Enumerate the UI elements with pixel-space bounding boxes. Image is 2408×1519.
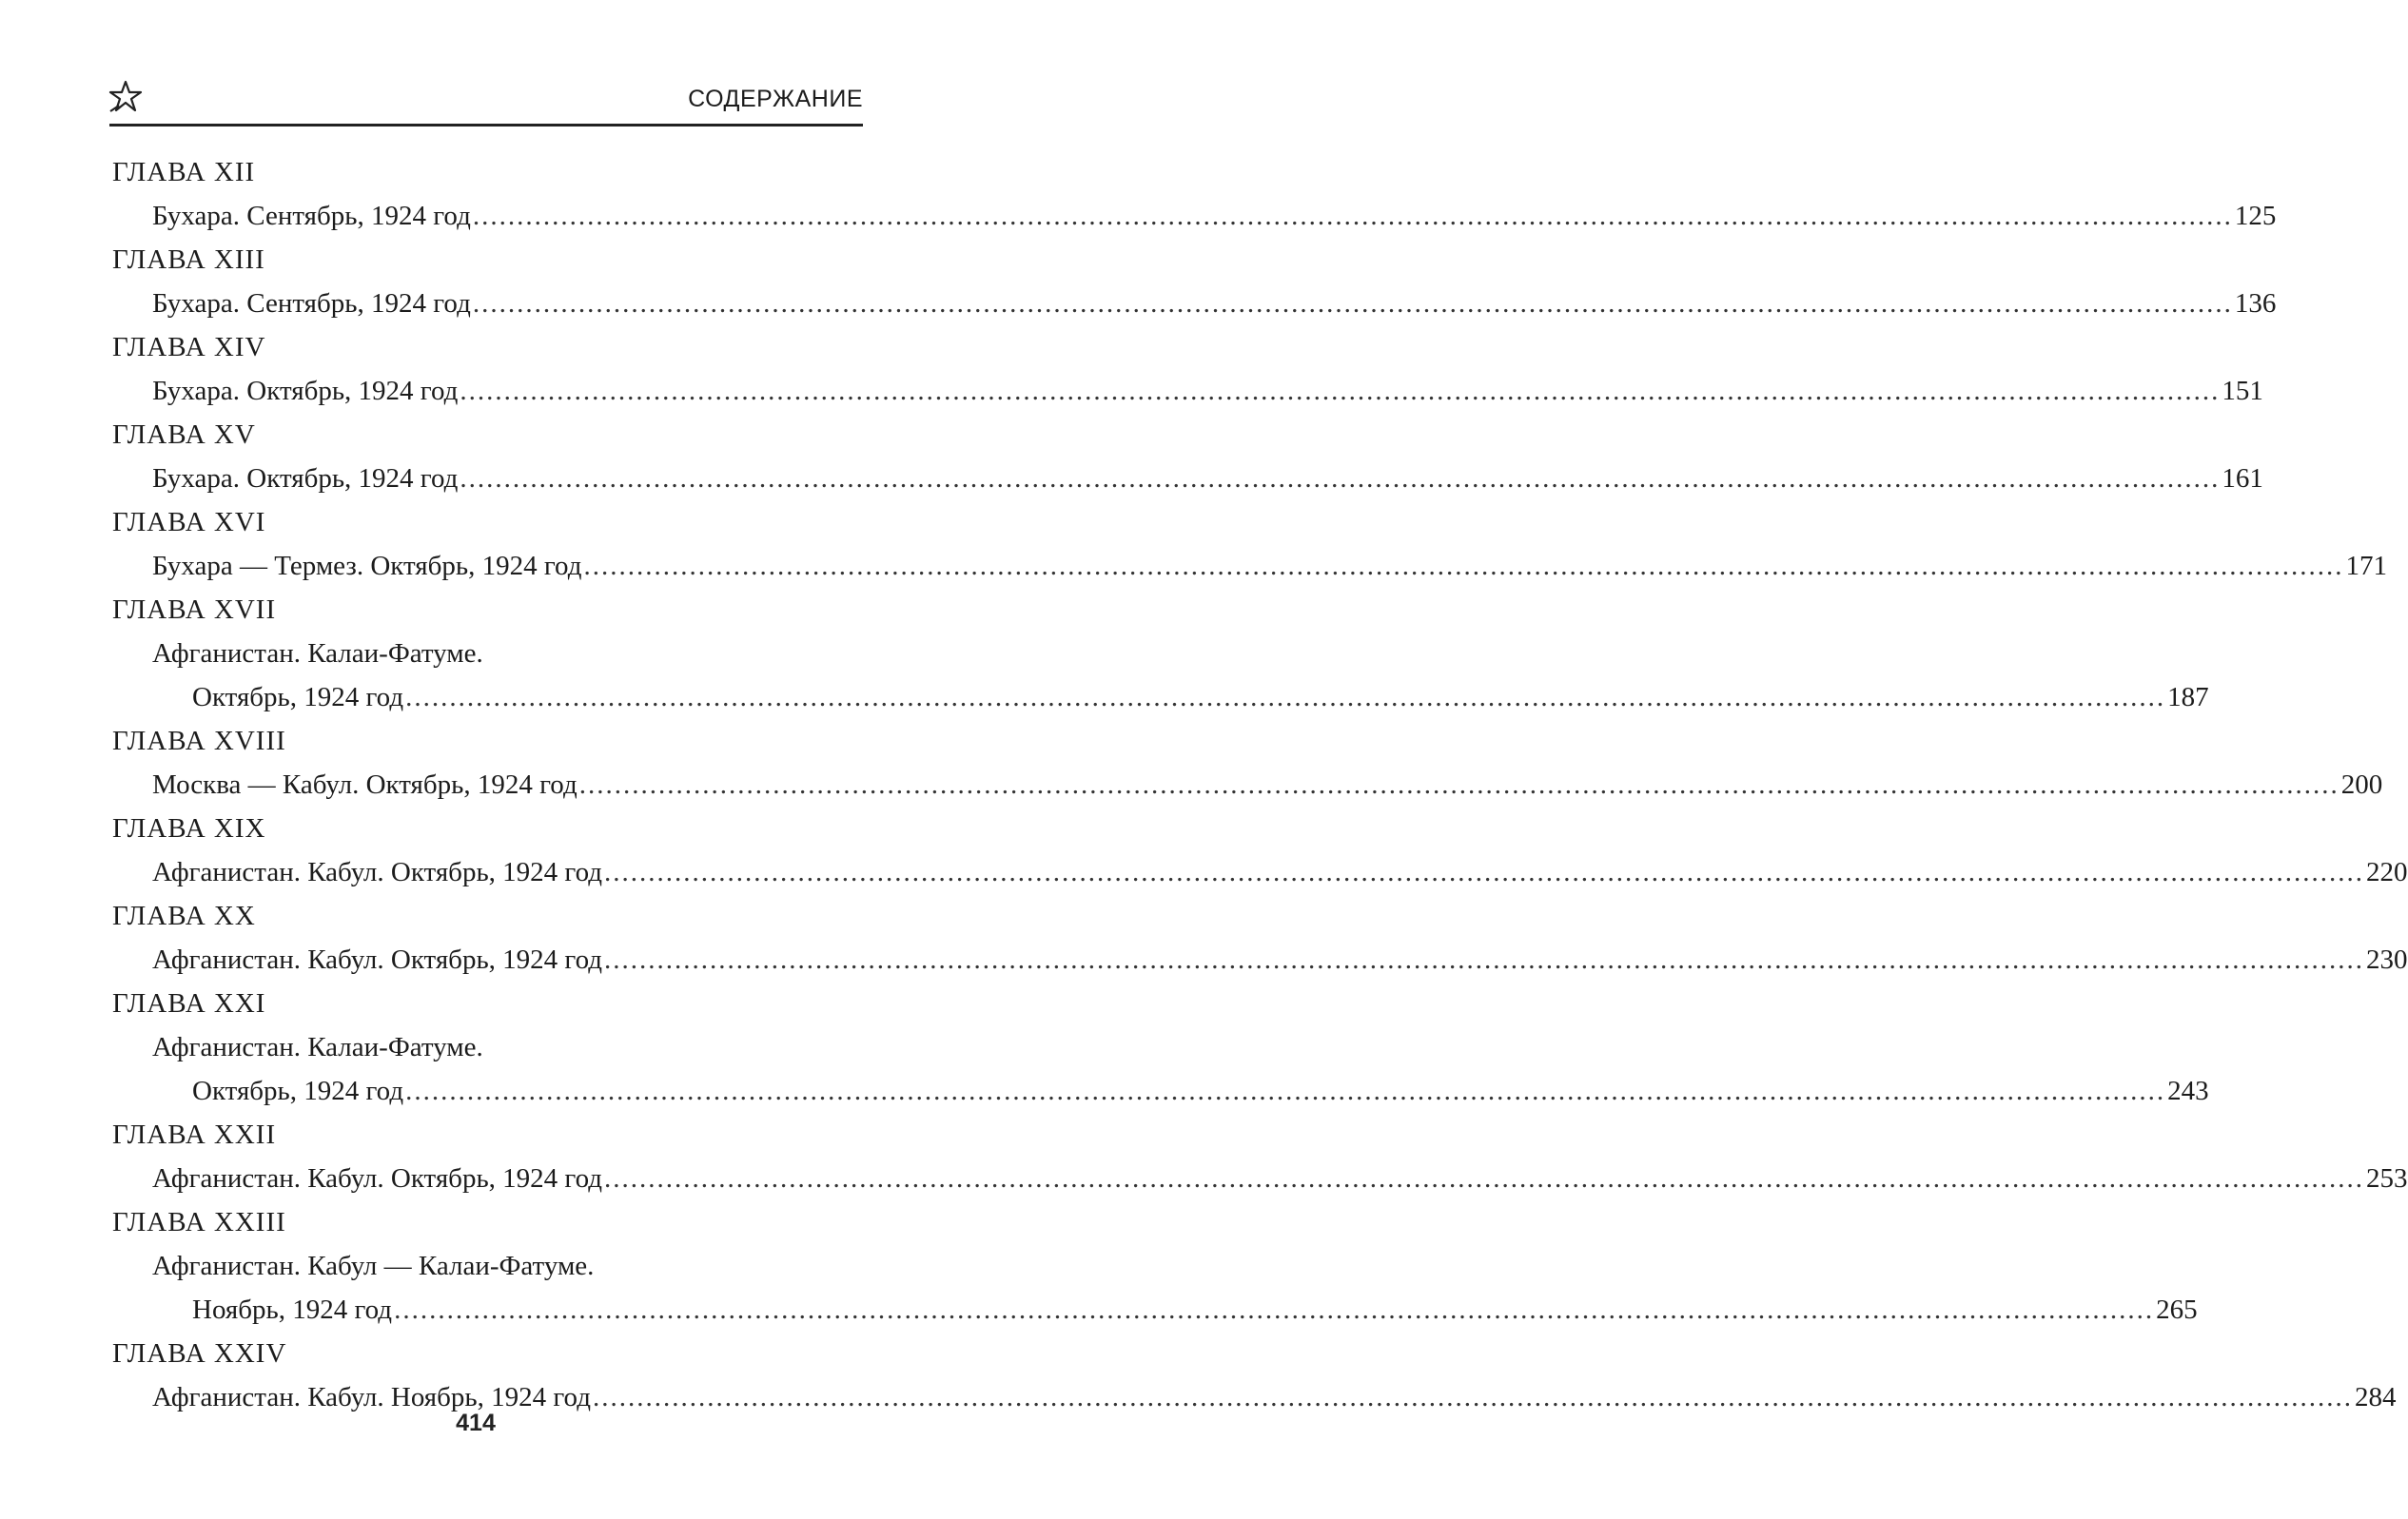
page-number: 414 — [456, 1410, 496, 1436]
toc-chapter — [112, 500, 2387, 588]
dot-leader: ........................................................................................................................................................................................................ — [460, 376, 2221, 406]
entry-page-number: 125 — [2234, 201, 2277, 231]
toc-entry — [152, 457, 2263, 500]
dot-leader: ........................................................................................................................................................................................................ — [604, 1163, 2365, 1194]
chapter-heading: ГЛАВА XII — [112, 157, 256, 187]
entry-title: Октябрь, 1924 год — [192, 1076, 404, 1106]
entry-title: Афганистан. Кабул. Октябрь, 1924 год — [152, 945, 603, 975]
entry-title: Ноябрь, 1924 год — [192, 1295, 393, 1325]
chapter-heading: ГЛАВА XV — [112, 419, 256, 450]
toc-chapter — [112, 894, 2408, 982]
entry-page-number: 243 — [2167, 1076, 2209, 1106]
entry-page-number: 265 — [2156, 1295, 2198, 1325]
entry-page-number: 284 — [2354, 1382, 2397, 1412]
entry-title: Октябрь, 1924 год — [192, 682, 404, 712]
entry-title: Бухара. Октябрь, 1924 год — [152, 463, 459, 494]
entry-title: Афганистан. Кабул. Октябрь, 1924 год — [152, 857, 603, 887]
toc-entry — [152, 763, 2383, 807]
toc-chapter — [112, 325, 2263, 413]
entry-page-number: 187 — [2167, 682, 2209, 712]
entry-page-number: 253 — [2366, 1163, 2408, 1194]
toc-chapter — [112, 588, 2209, 719]
star-icon — [109, 80, 142, 112]
entry-title: Бухара. Сентябрь, 1924 год — [152, 288, 471, 319]
dot-leader: ........................................................................................................................................................................................................ — [604, 857, 2365, 887]
dot-leader: ........................................................................................................................................................................................................ — [460, 463, 2221, 494]
dot-leader: ........................................................................................................................................................................................................ — [592, 1382, 2353, 1412]
entry-page-number: 200 — [2340, 769, 2383, 800]
entry-page-number: 136 — [2234, 288, 2277, 319]
entry-title: Москва — Кабул. Октябрь, 1924 год — [152, 769, 578, 800]
toc-chapter — [112, 1332, 2397, 1419]
chapter-heading: ГЛАВА XIV — [112, 332, 266, 362]
entry-page-number: 161 — [2222, 463, 2263, 494]
dot-leader: ........................................................................................................................................................................................................ — [472, 201, 2233, 231]
toc-entry — [152, 282, 2277, 325]
entry-page-number: 151 — [2222, 376, 2263, 406]
entry-title-line: Афганистан. Кабул — Калаи-Фатуме. — [152, 1251, 595, 1281]
dot-leader: ........................................................................................................................................................................................................ — [405, 682, 2166, 712]
entry-page-number: 171 — [2345, 551, 2387, 581]
toc-entry — [152, 938, 2408, 982]
chapter-heading: ГЛАВА XVII — [112, 594, 277, 625]
table-of-contents — [112, 150, 2408, 1419]
dot-leader: ........................................................................................................................................................................................................ — [578, 769, 2339, 800]
chapter-heading: ГЛАВА XIII — [112, 244, 265, 275]
toc-entry — [192, 675, 2209, 719]
toc-entry — [192, 1288, 2198, 1332]
running-header — [109, 78, 863, 127]
chapter-heading: ГЛАВА XXIII — [112, 1207, 286, 1237]
section-title: СОДЕРЖАНИЕ — [688, 86, 863, 112]
entry-title: Бухара. Сентябрь, 1924 год — [152, 201, 471, 231]
chapter-heading: ГЛАВА XIX — [112, 813, 266, 844]
chapter-heading: ГЛАВА XVI — [112, 507, 266, 537]
dot-leader: ........................................................................................................................................................................................................ — [604, 945, 2365, 975]
toc-chapter — [112, 807, 2408, 894]
toc-chapter — [112, 982, 2209, 1113]
dot-leader: ........................................................................................................................................................................................................ — [472, 288, 2233, 319]
toc-entry — [152, 850, 2408, 894]
chapter-heading: ГЛАВА XXIV — [112, 1338, 287, 1369]
toc-chapter — [112, 1113, 2408, 1200]
chapter-heading: ГЛАВА XVIII — [112, 726, 286, 756]
entry-title: Афганистан. Кабул. Октябрь, 1924 год — [152, 1163, 603, 1194]
toc-entry — [152, 544, 2387, 588]
toc-chapter — [112, 719, 2383, 807]
chapter-heading: ГЛАВА XXI — [112, 988, 266, 1019]
chapter-heading: ГЛАВА XX — [112, 901, 256, 931]
entry-page-number: 220 — [2366, 857, 2408, 887]
toc-chapter — [112, 150, 2277, 238]
toc-chapter — [112, 1200, 2198, 1332]
dot-leader: ........................................................................................................................................................................................................ — [583, 551, 2344, 581]
toc-entry — [152, 369, 2263, 413]
entry-page-number: 230 — [2366, 945, 2408, 975]
toc-chapter — [112, 238, 2277, 325]
dot-leader: ........................................................................................................................................................................................................ — [405, 1076, 2166, 1106]
toc-entry — [192, 1069, 2209, 1113]
entry-title: Бухара. Октябрь, 1924 год — [152, 376, 459, 406]
entry-title: Афганистан. Кабул. Ноябрь, 1924 год — [152, 1382, 591, 1412]
entry-title-line: Афганистан. Калаи-Фатуме. — [152, 1032, 483, 1062]
toc-entry — [152, 194, 2277, 238]
chapter-heading: ГЛАВА XXII — [112, 1120, 277, 1150]
dot-leader: ........................................................................................................................................................................................................ — [394, 1295, 2155, 1325]
entry-title-line: Афганистан. Калаи-Фатуме. — [152, 638, 483, 669]
entry-title: Бухара — Термез. Октябрь, 1924 год — [152, 551, 582, 581]
toc-chapter — [112, 413, 2263, 500]
toc-entry — [152, 1157, 2408, 1200]
